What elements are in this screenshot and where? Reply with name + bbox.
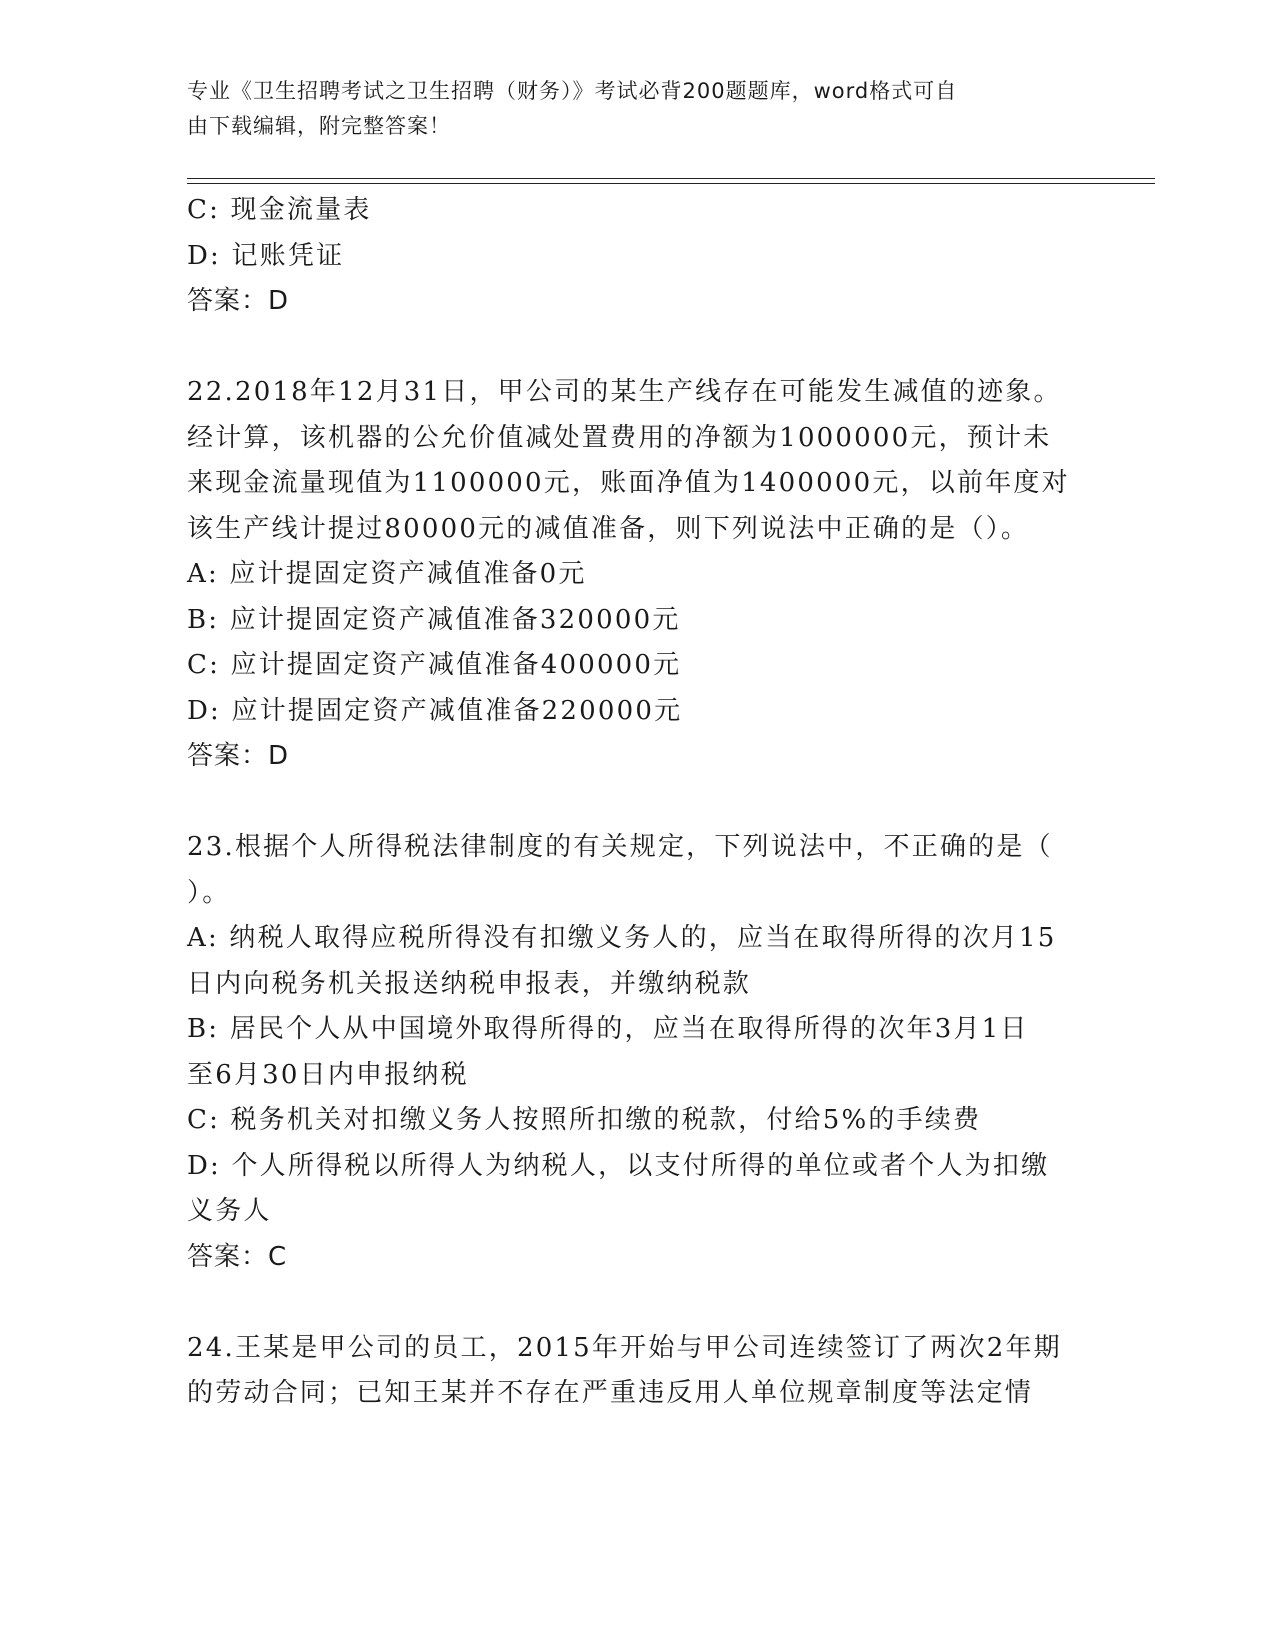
question-stem-line: 22.2018年12月31日，甲公司的某生产线存在可能发生减值的迹象。 (187, 377, 1062, 407)
question-spacer (187, 325, 1087, 371)
option-c: C: 现金流量表 (187, 195, 372, 225)
question-stem-line: 来现金流量现值为1100000元，账面净值为1400000元，以前年度对 (187, 468, 1070, 498)
option-d-continued: 义务人 (187, 1196, 272, 1226)
option-a: A: 应计提固定资产减值准备0元 (187, 559, 587, 589)
answer-line: 答案：D (187, 741, 290, 771)
page-header (187, 74, 1067, 144)
header-line-1: 专业《卫生招聘考试之卫生招聘（财务）》考试必背200题题库，word格式可自 (187, 79, 958, 103)
question-22 (187, 370, 1087, 780)
previous-question-tail (187, 188, 1087, 325)
question-24 (187, 1326, 1087, 1417)
question-content (187, 188, 1087, 1417)
question-stem-line: ）。 (187, 877, 231, 908)
question-23 (187, 825, 1087, 1280)
question-stem-line: 的劳动合同；已知王某并不存在严重违反用人单位规章制度等法定情 (187, 1378, 1034, 1408)
question-stem-line: 该生产线计提过80000元的减值准备，则下列说法中正确的是（）。 (187, 513, 1030, 544)
question-spacer (187, 780, 1087, 826)
option-b: B: 应计提固定资产减值准备320000元 (187, 604, 681, 635)
option-b: B: 居民个人从中国境外取得所得的，应当在取得所得的次年3月1日 (187, 1014, 1029, 1044)
option-a-continued: 日内向税务机关报送纳税申报表，并缴纳税款 (187, 968, 752, 999)
option-d: D: 应计提固定资产减值准备220000元 (187, 695, 683, 726)
question-stem-line: 24.王某是甲公司的员工，2015年开始与甲公司连续签订了两次2年期 (187, 1332, 1062, 1363)
option-c: C: 应计提固定资产减值准备400000元 (187, 650, 682, 680)
option-d: D: 记账凭证 (187, 240, 345, 271)
answer-line: 答案：C (187, 1241, 288, 1272)
option-d: D: 个人所得税以所得人为纳税人，以支付所得的单位或者个人为扣缴 (187, 1150, 1050, 1181)
option-b-continued: 至6月30日内申报纳税 (187, 1059, 469, 1090)
option-c: C: 税务机关对扣缴义务人按照所扣缴的税款，付给5%的手续费 (187, 1105, 982, 1135)
option-a: A: 纳税人取得应税所得没有扣缴义务人的，应当在取得所得的次月15 (187, 923, 1057, 953)
answer-line: 答案：D (187, 286, 290, 316)
question-spacer (187, 1280, 1087, 1326)
question-stem-line: 23.根据个人所得税法律制度的有关规定，下列说法中，不正确的是（ (187, 832, 1053, 862)
question-stem-line: 经计算，该机器的公允价值减处置费用的净额为1000000元，预计未 (187, 422, 1052, 453)
header-line-2: 由下载编辑，附完整答案！ (187, 114, 451, 138)
header-divider (187, 178, 1155, 184)
